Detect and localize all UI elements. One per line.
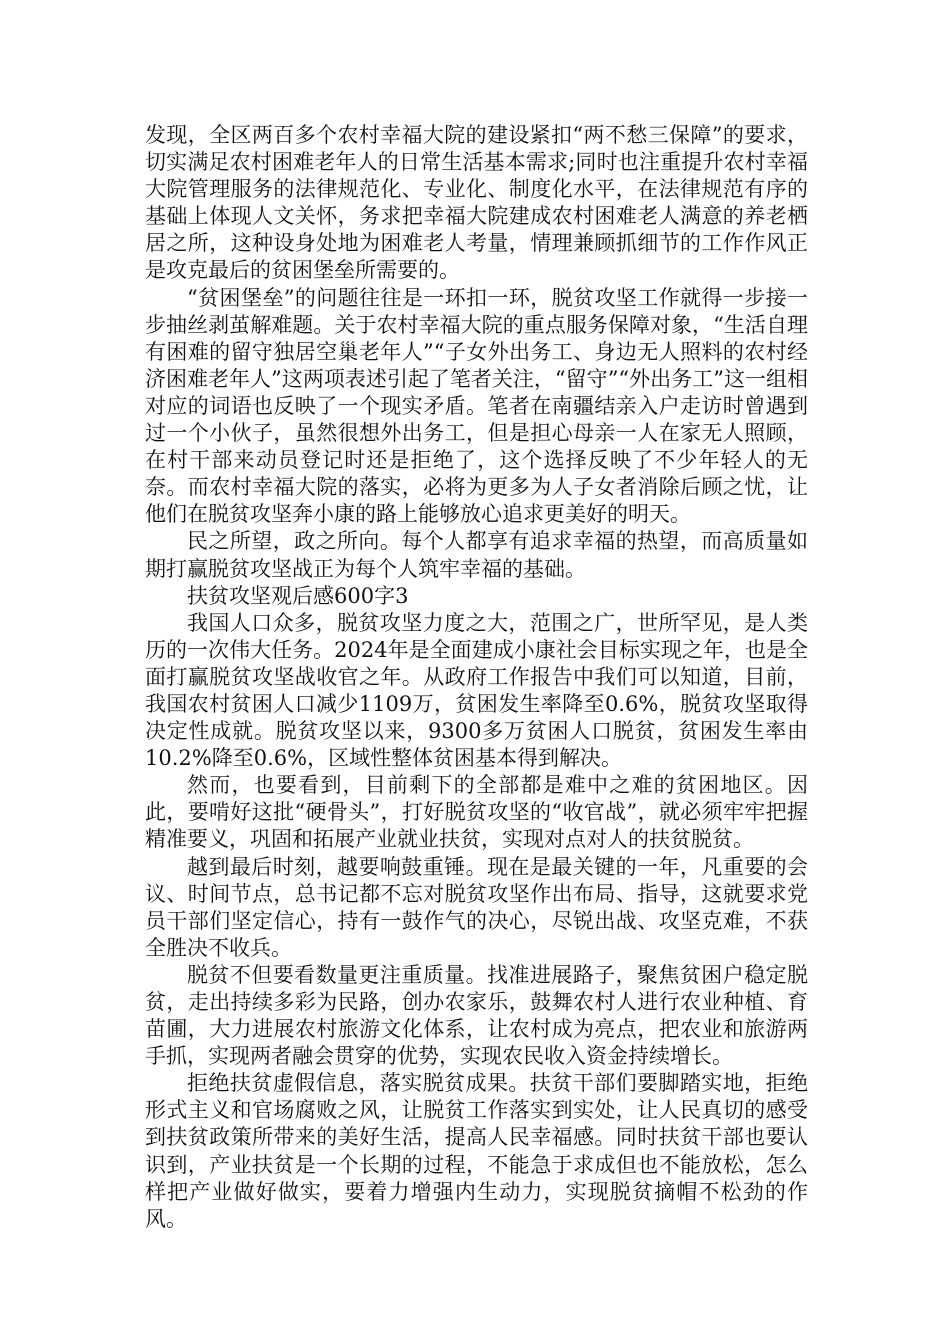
paragraph-continued: 发现，全区两百多个农村幸福大院的建设紧扣“两不愁三保障”的要求，切实满足农村困难老年人的日常生活基本需求;同时也注重提升农村幸福大院管理服务的法律规范化、专业化、制度化水平，在法律规范有序的基础上体现人文关怀，务求把幸福大院建成农村困难老人满意的养老栖居之所，这种设身处地为困难老人考量，情理兼顾抓细节的工作作风正是攻克最后的贫困堡垒所需要的。	[145, 123, 808, 283]
paragraph: “贫困堡垒”的问题往往是一环扣一环，脱贫攻坚工作就得一步接一步抽丝剥茧解难题。关于农村幸福大院的重点服务保障对象，“生活自理有困难的留守独居空巢老年人”“子女外出务工、身边无人照料的农村经济困难老年人”这两项表述引起了笔者关注，“留守”“外出务工”这一组相对应的词语也反映了一个现实矛盾。笔者在南疆结亲入户走访时曾遇到过一个小伙子，虽然很想外出务工，但是担心母亲一人在家无人照顾，在村干部来动员登记时还是拒绝了，这个选择反映了不少年轻人的无奈。而农村幸福大院的落实，必将为更多为人子女者消除后顾之忧，让他们在脱贫攻坚奔小康的路上能够放心追求更美好的明天。	[145, 285, 808, 527]
paragraph: 我国人口众多，脱贫攻坚力度之大，范围之广，世所罕见，是人类历的一次伟大任务。2024年是全面建成小康社会目标实现之年，也是全面打赢脱贫攻坚战收官之年。从政府工作报告中我们可以知道，目前，我国农村贫困人口减少1109万，贫困发生率降至0.6%，脱贫攻坚取得决定性成就。脱贫攻坚以来，9300多万贫困人口脱贫，贫困发生率由10.2%降至0.6%，区域性整体贫困基本得到解决。	[145, 610, 808, 771]
paragraph: 民之所望，政之所向。每个人都享有追求幸福的热望，而高质量如期打赢脱贫攻坚战正为每个人筑牢幸福的基础。	[145, 529, 808, 581]
document-body	[145, 122, 808, 1233]
paragraph: 越到最后时刻，越要响鼓重锤。现在是最关键的一年，凡重要的会议、时间节点，总书记都不忘对脱贫攻坚作出布局、指导，这就要求党员干部们坚定信心，持有一鼓作气的决心，尽锐出战、攻坚克难，不获全胜决不收兵。	[145, 854, 808, 960]
paragraph: 然而，也要看到，目前剩下的全部都是难中之难的贫困地区。因此，要啃好这批“硬骨头”，打好脱贫攻坚的“收官战”，就必须牢牢把握精准要义，巩固和拓展产业就业扶贫，实现对点对人的扶贫脱贫。	[145, 773, 808, 852]
paragraph: 拒绝扶贫虚假信息，落实脱贫成果。扶贫干部们要脚踏实地，拒绝形式主义和官场腐败之风，让脱贫工作落实到实处，让人民真切的感受到扶贫政策所带来的美好生活，提高人民幸福感。同时扶贫干部也要认识到，产业扶贫是一个长期的过程，不能急于求成但也不能放松，怎么样把产业做好做实，要着力增强内生动力，实现脱贫摘帽不松劲的作风。	[145, 1071, 808, 1231]
section-heading: 扶贫攻坚观后感600字3	[187, 583, 409, 608]
paragraph: 脱贫不但要看数量更注重质量。找准进展路子，聚焦贫困户稳定脱贫，走出持续多彩为民路，创办农家乐，鼓舞农村人进行农业种植、育苗圃，大力进展农村旅游文化体系，让农村成为亮点，把农业和旅游两手抓，实现两者融会贯穿的优势，实现农民收入资金持续增长。	[145, 962, 808, 1069]
